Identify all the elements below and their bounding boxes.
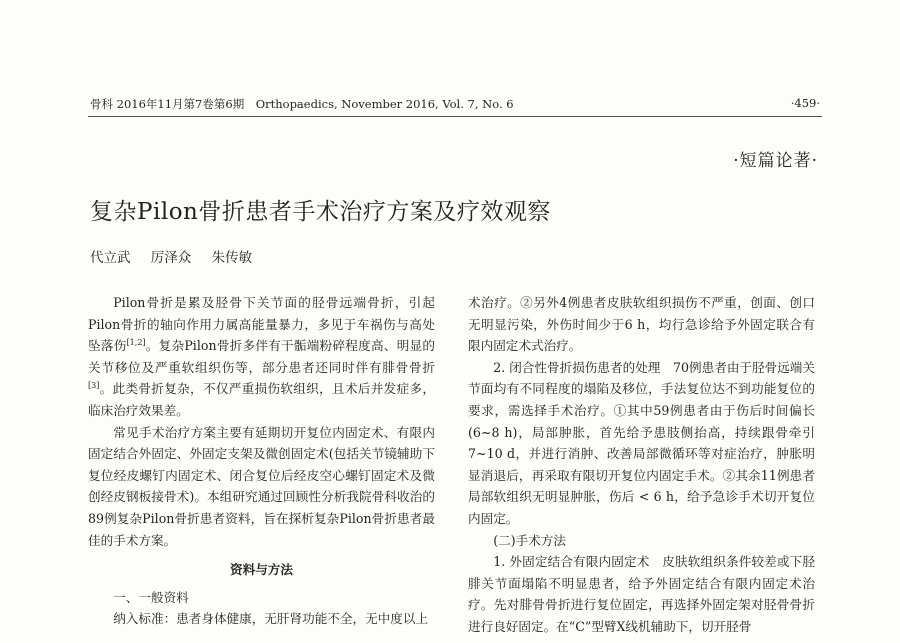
author-name: 代立武	[90, 250, 131, 266]
page-number: ·459·	[790, 96, 820, 110]
right-column	[468, 292, 815, 638]
subsection-heading: (二)手术方法	[493, 532, 566, 548]
journal-citation: 骨科 2016年11月第7卷第6期 Orthopaedics, November 2016, Vol. 7, No. 6	[90, 97, 514, 111]
body-paragraph: 1. 外固定结合有限内固定术 皮肤软组织条件较差或下胫腓关节面塌陷不明显患者，给予外固定结合有限内固定术治疗。先对腓骨骨折进行复位固定，再选择外固定架对胫骨骨折进行良好固定。在“C”型臂X线机辅助下，切开胫骨	[468, 554, 815, 634]
author-list	[90, 246, 268, 266]
section-label: ·短篇论著·	[733, 151, 818, 171]
citation-ref[interactable]: [3]	[88, 381, 100, 391]
intro-paragraph: Pilon骨折是累及胫骨下关节面的胫骨远端骨折，引起Pilon骨折的轴向作用力属高能量暴力，多见于车祸伤与高处坠落伤[1,2]。复杂Pilon骨折多伴有干骺端粉碎程度高、明显的关节移位及严重软组织伤等，部分患者还同时伴有腓骨骨折[3]。此类骨折复杂，不仅严重损伤软组织，且术后并发症多，临床治疗效果差。	[88, 295, 436, 418]
author-name: 厉泽众	[150, 250, 192, 266]
body-paragraph: 常见手术治疗方案主要有延期切开复位内固定术、有限内固定结合外固定、外固定支架及微创固定术(包括关节镜辅助下复位经皮螺钉内固定术、闭合复位后经皮空心螺钉固定术及微创经皮钢板接骨术)。本组研究通过回顾性分析我院骨科收治的89例复杂Pilon骨折患者资料，旨在探析复杂Pilon骨折患者最佳的手术方案。	[88, 424, 435, 548]
body-paragraph: 2. 闭合性骨折损伤患者的处理 70例患者由于胫骨远端关节面均有不同程度的塌陷及移位，手法复位达不到功能复位的要求，需选择手术治疗。①其中59例患者由于伤后时间偏长(6~8 h)，局部肿胀，首先给予患肢侧抬高，持续跟骨牵引7~10 d，并进行消肿、改善局部微循环等对症治疗，肿胀明显消退后，再采取有限切开复位内固定手术。②其余11例患者局部软组织无明显肿胀，伤后 < 6 h，给予急诊手术切开复位内固定。	[468, 359, 815, 526]
body-paragraph: 术治疗。②另外4例患者皮肤软组织损伤不严重，创面、创口无明显污染，外伤时间少于6 h，均行急诊给予外固定联合有限内固定术式治疗。	[468, 295, 815, 354]
running-header	[90, 96, 820, 116]
citation-ref[interactable]: [1,2]	[126, 338, 146, 347]
header-rule	[88, 116, 822, 117]
author-name: 朱传敏	[211, 250, 253, 266]
subsection-heading: 一、一般资料	[113, 589, 189, 605]
section-heading: 资料与方法	[230, 562, 293, 578]
article-title: 复杂Pilon骨折患者手术治疗方案及疗效观察	[90, 199, 551, 225]
left-column	[88, 292, 435, 630]
body-paragraph: 纳入标准：患者身体健康，无肝肾功能不全，无中度以上	[113, 611, 429, 627]
